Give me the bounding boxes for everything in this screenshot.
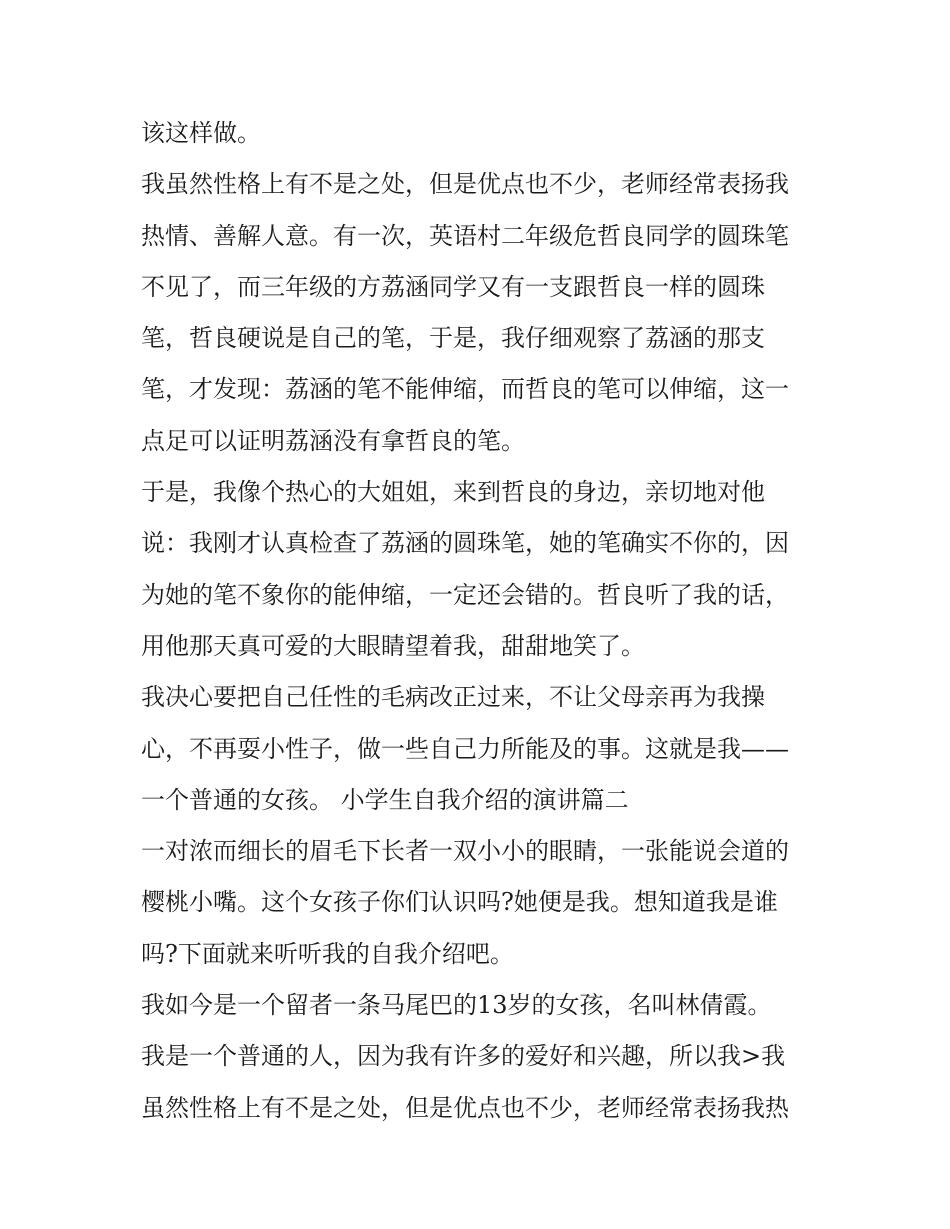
text-line: 该这样做。	[141, 119, 261, 147]
text-line: 一对浓而细长的眉毛下长者一双小小的眼睛，一张能说会道的	[141, 837, 789, 866]
text-line: 虽然性格上有不是之处，但是优点也不少，老师经常表扬我热	[141, 1093, 789, 1122]
text-line: 点足可以证明荔涵没有拿哲良的笔。	[141, 426, 525, 455]
text-line: 我虽然性格上有不是之处，但是优点也不少，老师经常表扬我	[141, 170, 789, 199]
text-line: 一个普通的女孩。 小学生自我介绍的演讲篇二	[141, 785, 629, 814]
text-line: 热情、善解人意。有一次，英语村二年级危哲良同学的圆珠笔	[141, 221, 789, 250]
text-line: 我是一个普通的人，因为我有许多的爱好和兴趣，所以我>我	[141, 1042, 786, 1071]
text-line: 笔，才发现：荔涵的笔不能伸缩，而哲良的笔可以伸缩，这一	[141, 375, 789, 404]
text-line: 我决心要把自己任性的毛病改正过来，不让父母亲再为我操	[141, 683, 765, 712]
text-line: 不见了，而三年级的方荔涵同学又有一支跟哲良一样的圆珠	[141, 272, 765, 301]
text-line: 用他那天真可爱的大眼睛望着我，甜甜地笑了。	[141, 631, 645, 660]
text-line: 吗?下面就来听听我的自我介绍吧。	[141, 939, 514, 968]
text-line: 笔，哲良硬说是自己的笔，于是，我仔细观察了荔涵的那支	[141, 324, 765, 353]
text-line: 为她的笔不象你的能伸缩，一定还会错的。哲良听了我的话，	[141, 580, 789, 609]
text-line: 我如今是一个留者一条马尾巴的13岁的女孩，名叫林倩霞。	[141, 991, 772, 1020]
text-line: 心，不再耍小性子，做一些自己力所能及的事。这就是我——	[141, 734, 789, 763]
text-line: 樱桃小嘴。这个女孩子你们认识吗?她便是我。想知道我是谁	[141, 888, 778, 917]
text-line: 于是，我像个热心的大姐姐，来到哲良的身边，亲切地对他	[141, 478, 765, 507]
body-text	[141, 108, 821, 1134]
text-line: 说：我刚才认真检查了荔涵的圆珠笔，她的笔确实不你的，因	[141, 529, 789, 558]
